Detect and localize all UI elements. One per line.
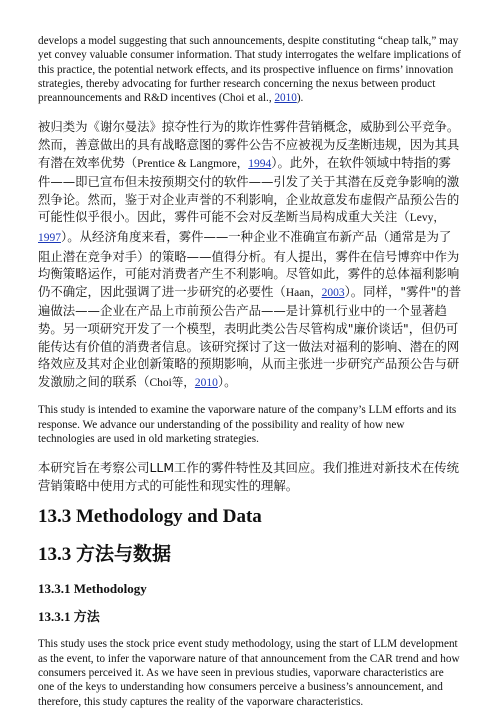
document-page: [38, 34, 462, 722]
paragraph-tail: ).: [296, 92, 304, 105]
paragraph-text: ）。此外，在软件领域中特指的雾件——即已宣布但未按预期交付的软件——引发了关于其潜在反竞争影响的激烈争论。然而，鉴于对企业声誉的不利影响，企业故意发布虚假产品预公告的可能性似乎很小。因此，雾件可能不会对反垄断当局构成重大关注（: [38, 154, 460, 225]
citation-author: Haan，: [285, 286, 322, 299]
citation-link[interactable]: 2010: [274, 92, 297, 105]
citation-author: Levy，: [409, 212, 445, 225]
section-heading-en: 13.3 Methodology and Data: [38, 506, 262, 528]
citation-link[interactable]: 1997: [38, 232, 61, 245]
paragraph-text: ）。同样，"雾件"的普遍做法——企业在产品上市前预公告产品——是计算机行业中的一个显著趋势。另一项研究开发了一个模型，表明此类公告尽管构成"廉价谈话"，但仍可能传达有价值的消费者信息。该研究探讨了这一做法对福利的影响、潜在的网络效应及其对企业创新策略的预期影响，从而主张进一步研究产品预公告与研发激励之间的联系（: [38, 283, 462, 389]
paragraph-en-1: [38, 34, 462, 105]
citation-author: Prentice & Langmore，: [137, 157, 249, 170]
citation-author: Choi等，: [149, 376, 195, 389]
paragraph-text: ）。从经济角度来看，雾件——一种企业不准确宣布新产品（通常是为了阻止潜在竞争对手）的策略——值得分析。有人提出，雾件在信号博弈中作为均衡策略运作，可能对消费者产生不利影响。尽管如此，雾件的总体福利影响仍不确定，因此强调了进一步研究的必要性（: [38, 229, 460, 299]
paragraph-en-3: This study uses the stock price event study methodology, using the start of LLM development as the event, to infer the vaporware nature of that announcement from the CAR trend and how consumers perceived it. As we have seen in previous studies, vaporware characteristics are one of the keys to understanding how consumers perceive a business’s announcement, and therefore, this study captures the reality of the vaporware characteristics.: [38, 638, 460, 708]
paragraph-text: 被归类为《谢尔曼法》掠夺性行为的欺诈性雾件营销概念，威胁到公平竞争。然而，善意做出的具有战略意图的雾件公告不应被视为反垄断违规，因为其具有潜在效率优势（: [38, 119, 460, 170]
citation-link[interactable]: 2003: [321, 286, 345, 299]
subsection-heading-zh: 13.3.1 方法: [38, 609, 100, 625]
section-heading-zh: 13.3 方法与数据: [38, 544, 172, 566]
citation-link[interactable]: 2010: [194, 376, 218, 389]
paragraph-en-2: This study is intended to examine the vaporware nature of the company’s LLM efforts and its response. We advance our understanding of the possibility and reality of how new technologies are used in old marketing strategies.: [38, 404, 457, 445]
paragraph-zh-2: 本研究旨在考察公司LLM工作的雾件特性及其回应。我们推进对新技术在传统营销策略中使用方式的可能性和现实性的理解。: [38, 460, 459, 493]
citation-link[interactable]: 1994: [248, 157, 272, 170]
paragraph-text: ）。: [217, 373, 237, 389]
paragraph-text: develops a model suggesting that such announcements, despite constituting “cheap talk,” may yet convey valuable consumer information. That study interrogates the welfare implications of this practice, the potential network effects, and its prospective influence on firms’ innovation strategies, thereby advocating for further research concerning the nexus between product preannouncements and R&D incentives (Choi et al.,: [38, 35, 461, 105]
subsection-heading-en: 13.3.1 Methodology: [38, 581, 147, 597]
paragraph-zh-1: [38, 118, 462, 392]
